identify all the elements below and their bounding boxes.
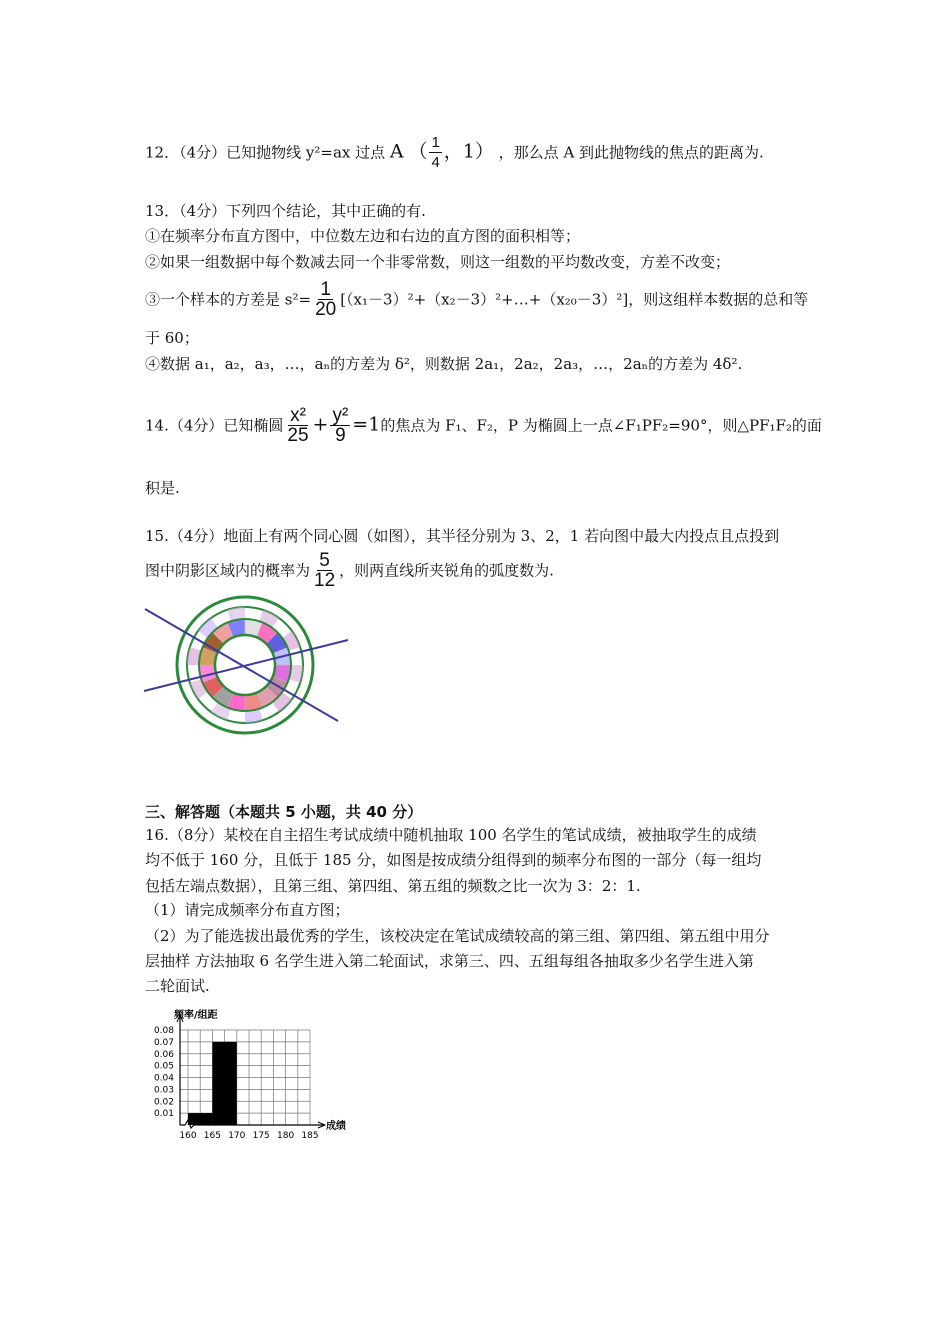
x-tick-label: 185 (301, 1131, 319, 1141)
q16-line-3: 包括左端点数据），且第三组、第四组、第五组的频数之比一次为 3：2：1. (145, 877, 641, 895)
q16-part-2: （2）为了能选拔出最优秀的学生，该校决定在笔试成绩较高的第三组、第四组、第五组中用分 (145, 927, 770, 945)
q12-point-label: A (389, 140, 404, 163)
y-tick-label: 0.03 (153, 1085, 174, 1096)
x-axis-label: 成绩 (326, 1121, 346, 1132)
q13-fraction: $\frac{1}{20}$ (315, 279, 337, 320)
q14-cont: 积是. (145, 479, 180, 497)
q13-statement-2: ②如果一组数据中每个数减去同一个非零常数，则这一组数的平均数改变，方差不改变； (145, 253, 731, 271)
section-title: 三、解答题（本题共 5 小题，共 40 分） (145, 803, 423, 821)
x-tick-label: 180 (277, 1131, 295, 1141)
q16-line-2: 均不低于 160 分，且低于 185 分，如图是按成绩分组得到的频率分布图的一部分（每一组均 (145, 851, 762, 869)
y-tick-label: 0.02 (153, 1097, 174, 1108)
q16-part-2-cont: 层抽样 方法抽取 6 名学生进入第二轮面试，求第三、四、五组每组各抽取多少名学生进入第 (145, 952, 754, 970)
q14-fraction-x: $\frac{\text{x²}}{25}$ (287, 405, 309, 446)
y-tick-label: 0.04 (153, 1073, 174, 1084)
q16-line-1: 16.（8分）某校在自主招生考试成绩中随机抽取 100 名学生的笔试成绩，被抽取学生的成绩 (145, 826, 757, 844)
q12-point-y: ，1） (443, 140, 494, 163)
histogram-bar (212, 1042, 236, 1125)
histogram-bar (188, 1113, 212, 1125)
q12-suffix: ，那么点 A 到此抛物线的焦点的距离为. (498, 143, 764, 162)
x-tick-label: 165 (203, 1131, 221, 1141)
q12-line: 12．（4分）已知抛物线 y²=ax 过点 A （ $\frac{1}{4}$ ，1） ，那么点 A 到此抛物线的焦点的距离为. (145, 134, 764, 171)
x-tick-label: 160 (179, 1131, 197, 1141)
y-tick-label: 0.05 (153, 1061, 174, 1072)
q16-part-1: （1）请完成频率分布直方图； (145, 901, 350, 919)
q16-part-2-end: 二轮面试. (145, 977, 210, 995)
q13-statement-3: ③一个样本的方差是 s²= $\frac{1}{20}$ [（x₁－3）²+（x₂－3）²+…+（x₂₀－3）²]，则这组样本数据的总和等 (145, 279, 809, 320)
y-tick-label: 0.06 (153, 1049, 174, 1060)
q14-line: 14.（4分）已知椭圆 $\frac{\text{x²}}{25}$ + $\frac{\text{y²}}{9}$ =1的焦点为 F₁、F₂，P 为椭圆上一点∠F₁PF₂=90°，则△PF₁F₂的面 (145, 405, 822, 446)
q13-statement-3-cont: 于 60； (145, 329, 199, 347)
y-axis-label: 频率/组距 (174, 1010, 218, 1021)
q12-prefix: 12．（4分）已知抛物线 y²=ax 过点 (145, 143, 386, 162)
frequency-histogram (140, 998, 370, 1153)
y-tick-label: 0.07 (153, 1037, 174, 1048)
y-tick-label: 0.08 (153, 1026, 174, 1036)
q13-statement-1: ①在频率分布直方图中，中位数左边和右边的直方图的面积相等； (145, 227, 581, 245)
q15-fraction: $\frac{5}{12}$ (314, 550, 336, 591)
q13-statement-4: ④数据 a₁，a₂，a₃，…，aₙ的方差为 δ²，则数据 2a₁，2a₂，2a₃，…，2aₙ的方差为 4δ². (145, 355, 743, 373)
q15-line-1: 15.（4分）地面上有两个同心圆（如图），其半径分别为 3、2，1 若向图中最大内投点且点投到 (145, 527, 780, 545)
q13-title: 13．（4分）下列四个结论，其中正确的有. (145, 202, 426, 220)
x-tick-label: 175 (252, 1131, 270, 1141)
q14-fraction-y: $\frac{\text{y²}}{9}$ (332, 405, 349, 446)
y-tick-label: 0.01 (153, 1109, 174, 1120)
concentric-circles-figure (140, 595, 355, 735)
q15-line-2: 图中阴影区域内的概率为 $\frac{5}{12}$ ，则两直线所夹锐角的弧度数为. (145, 550, 554, 591)
q12-fraction: $\frac{1}{4}$ (431, 134, 440, 171)
x-tick-label: 170 (228, 1131, 246, 1141)
